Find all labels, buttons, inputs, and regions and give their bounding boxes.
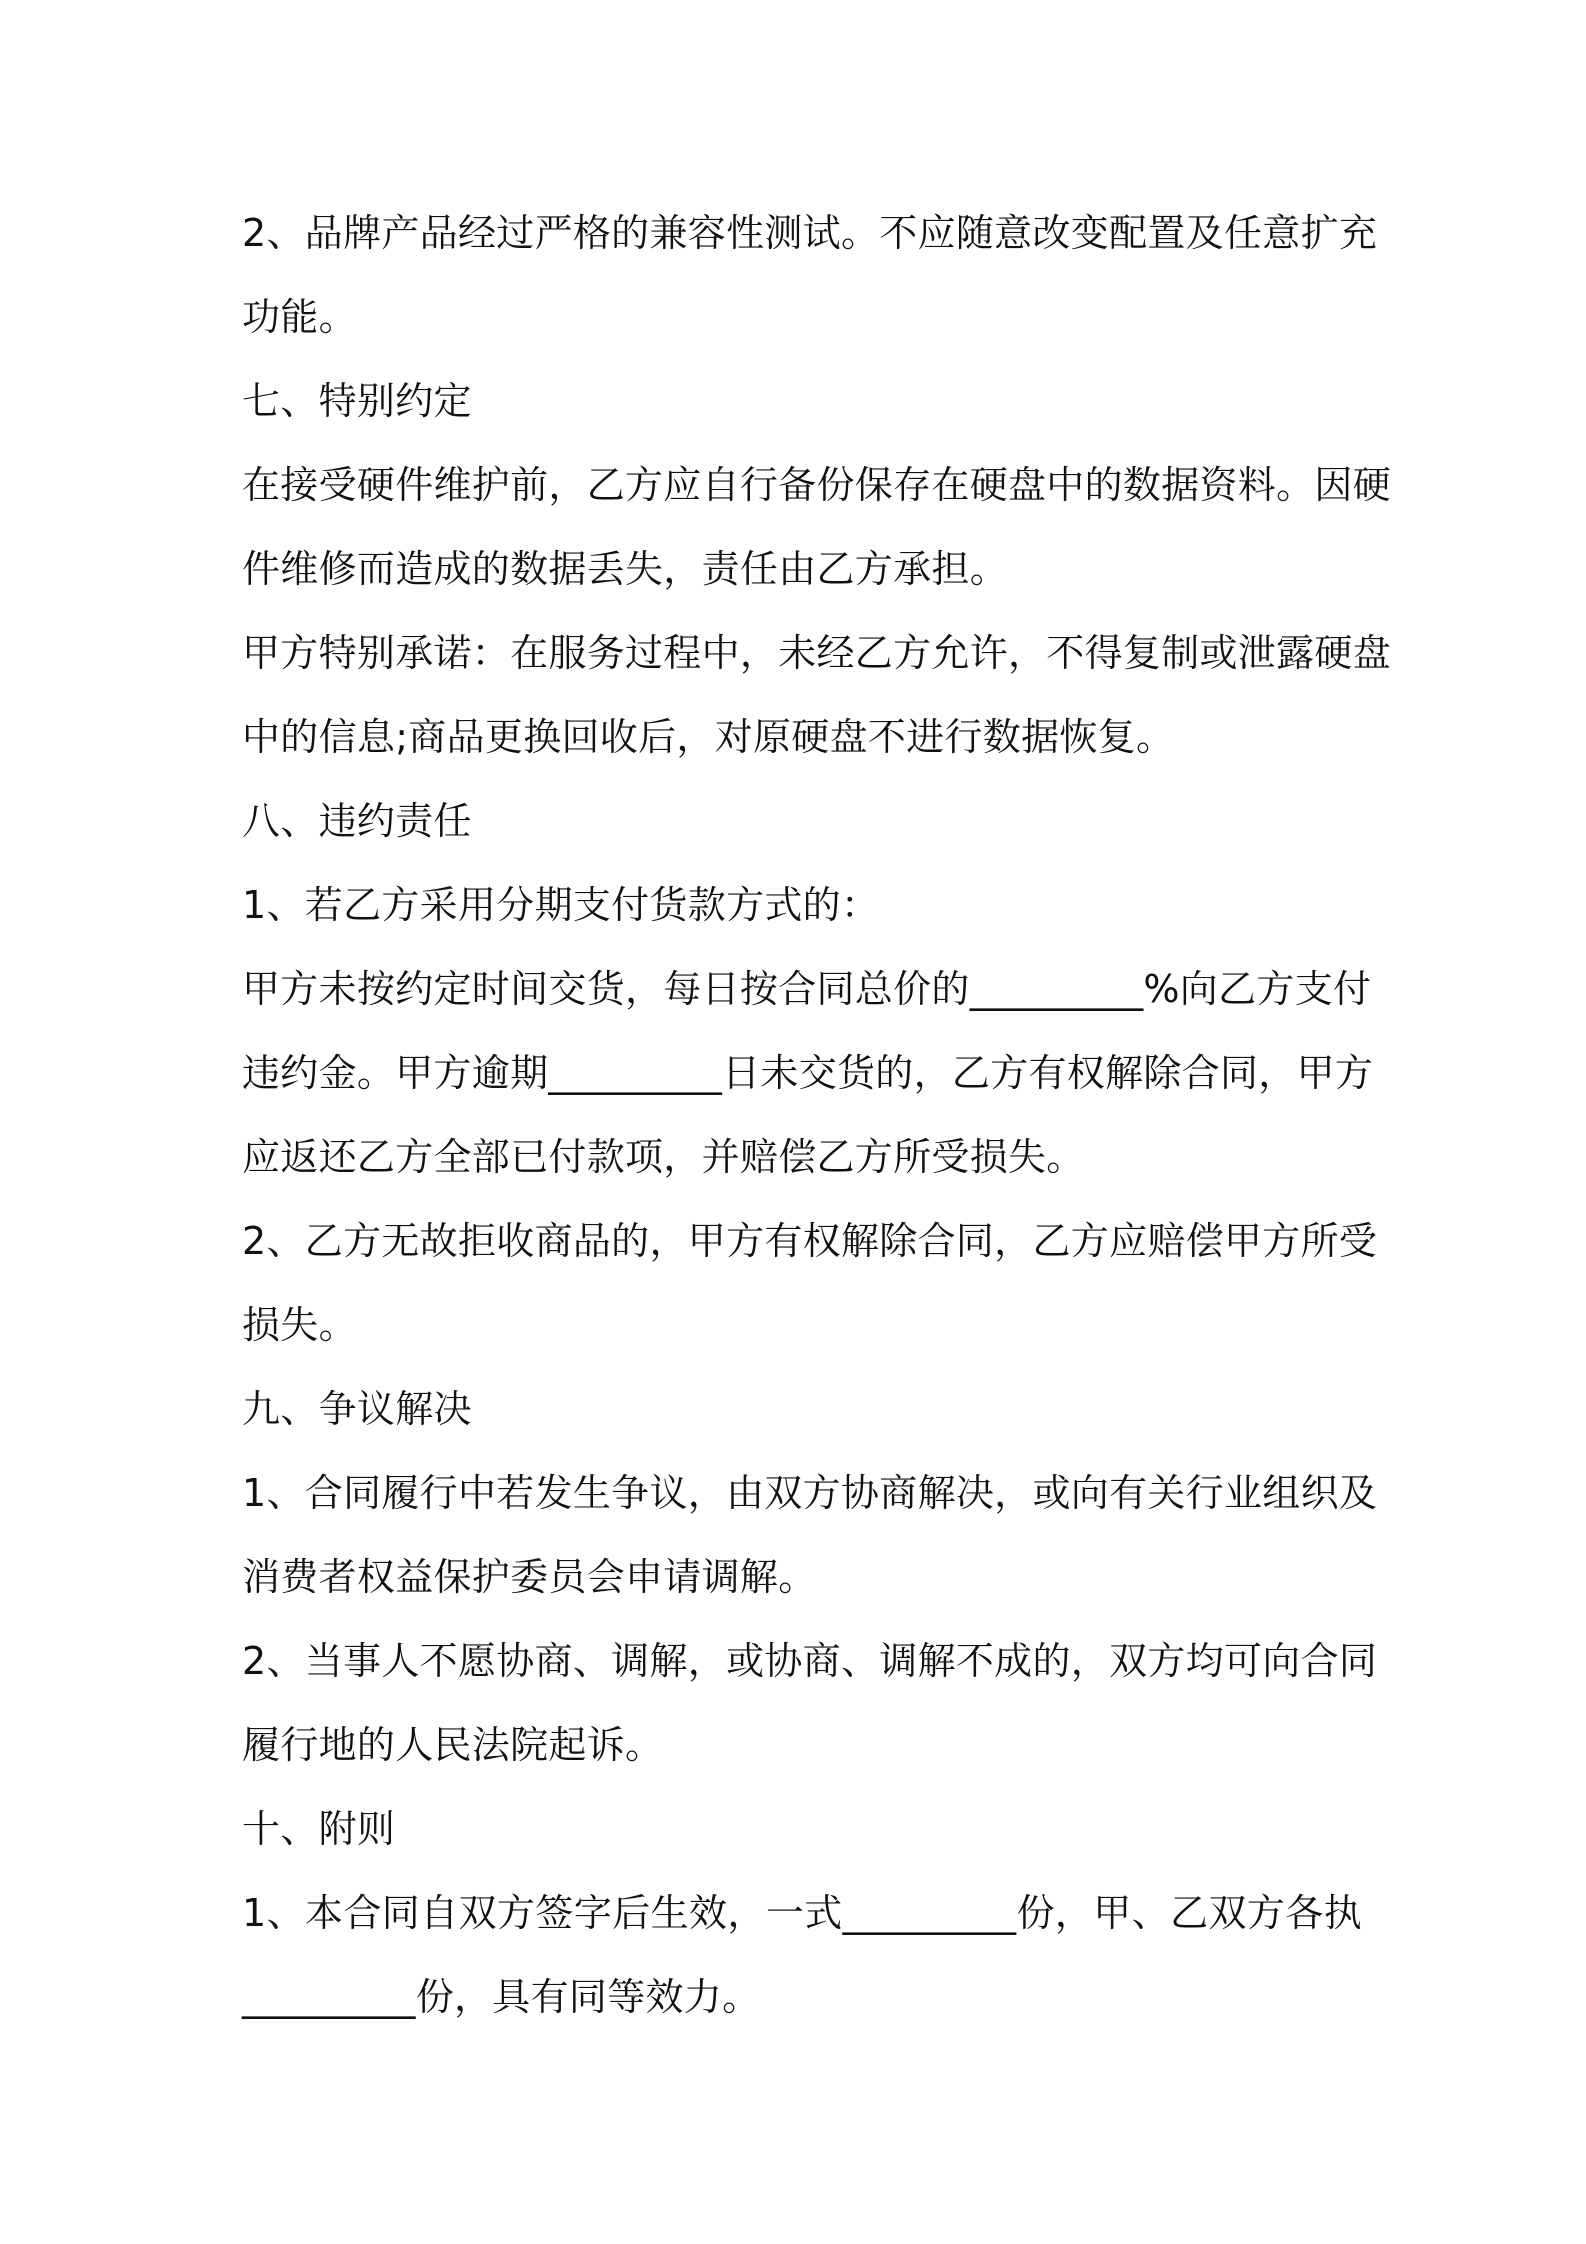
section-heading: 八、违约责任 [242, 799, 472, 843]
paragraph-line: 1、合同履行中若发生争议，由双方协商解决，或向有关行业组织及 [242, 1471, 1378, 1515]
paragraph-line: 消费者权益保护委员会申请调解。 [242, 1555, 817, 1599]
paragraph-line: _________份，具有同等效力。 [242, 1975, 761, 2019]
paragraph-line: 2、乙方无故拒收商品的，甲方有权解除合同，乙方应赔偿甲方所受 [242, 1219, 1378, 1263]
paragraph-line: 功能。 [242, 295, 357, 339]
paragraph-line: 2、品牌产品经过严格的兼容性测试。不应随意改变配置及任意扩充 [242, 211, 1378, 255]
paragraph-line: 违约金。甲方逾期_________日未交货的，乙方有权解除合同，甲方 [242, 1051, 1374, 1095]
section-heading: 七、特别约定 [242, 379, 472, 423]
paragraph-line: 中的信息;商品更换回收后，对原硬盘不进行数据恢复。 [242, 715, 1175, 759]
paragraph-line: 在接受硬件维护前，乙方应自行备份保存在硬盘中的数据资料。因硬 [242, 463, 1392, 507]
paragraph-line: 履行地的人民法院起诉。 [242, 1723, 664, 1767]
paragraph-line: 应返还乙方全部已付款项，并赔偿乙方所受损失。 [242, 1135, 1085, 1179]
paragraph-line: 1、本合同自双方签字后生效，一式_________份，甲、乙双方各执 [242, 1891, 1362, 1935]
paragraph-line: 甲方未按约定时间交货，每日按合同总价的_________%向乙方支付 [242, 967, 1372, 1011]
paragraph-line: 1、若乙方采用分期支付货款方式的： [242, 883, 880, 927]
paragraph-line: 甲方特别承诺：在服务过程中，未经乙方允许，不得复制或泄露硬盘 [242, 631, 1392, 675]
paragraph-line: 2、当事人不愿协商、调解，或协商、调解不成的，双方均可向合同 [242, 1639, 1378, 1683]
section-heading: 十、附则 [242, 1807, 396, 1851]
paragraph-line: 损失。 [242, 1303, 357, 1347]
section-heading: 九、争议解决 [242, 1387, 472, 1431]
document-body [242, 191, 1392, 2039]
paragraph-line: 件维修而造成的数据丢失，责任由乙方承担。 [242, 547, 1009, 591]
